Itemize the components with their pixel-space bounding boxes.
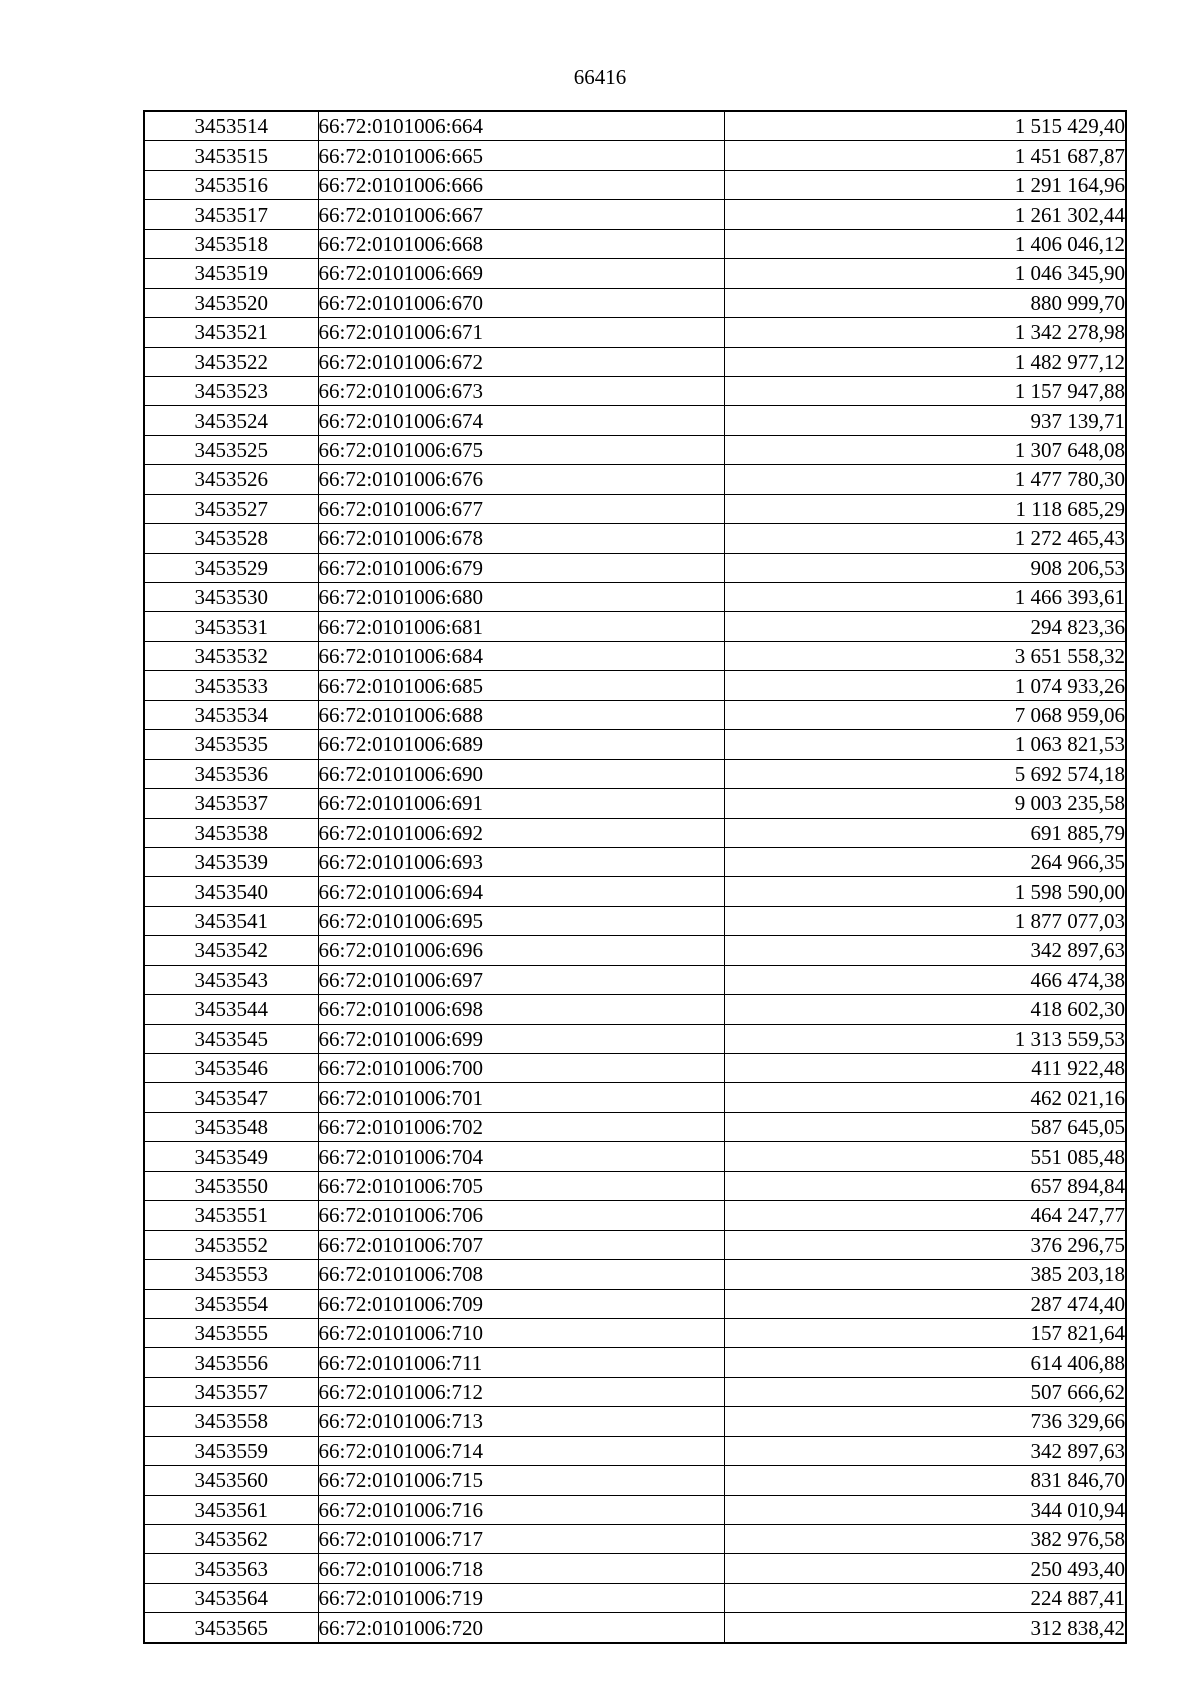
table-row: [144, 1407, 1126, 1436]
page-number: 66416: [573, 65, 627, 89]
cadastral-value-cell: 287 474,40: [724, 1289, 1126, 1318]
cadastral-value-cell: 1 313 559,53: [724, 1024, 1126, 1053]
row-id-cell: 3453515: [144, 141, 318, 170]
cadastral-value-cell: 385 203,18: [724, 1260, 1126, 1289]
row-id-cell: 3453542: [144, 936, 318, 965]
row-id-cell: 3453549: [144, 1142, 318, 1171]
cadastral-value-cell: 551 085,48: [724, 1142, 1126, 1171]
cadastral-number-cell: 66:72:0101006:697: [318, 965, 724, 994]
row-id-cell: 3453560: [144, 1466, 318, 1495]
table-row: [144, 1436, 1126, 1465]
cadastral-value-cell: 507 666,62: [724, 1377, 1126, 1406]
row-id-cell: 3453540: [144, 877, 318, 906]
cadastral-number-cell: 66:72:0101006:679: [318, 553, 724, 582]
table-row: [144, 877, 1126, 906]
row-id-cell: 3453548: [144, 1112, 318, 1141]
cadastral-value-cell: 294 823,36: [724, 612, 1126, 641]
table-row: [144, 583, 1126, 612]
cadastral-number-cell: 66:72:0101006:713: [318, 1407, 724, 1436]
cadastral-number-cell: 66:72:0101006:664: [318, 111, 724, 141]
cadastral-value-cell: 464 247,77: [724, 1201, 1126, 1230]
cadastral-number-cell: 66:72:0101006:669: [318, 259, 724, 288]
row-id-cell: 3453514: [144, 111, 318, 141]
table-row: [144, 936, 1126, 965]
cadastral-value-cell: 466 474,38: [724, 965, 1126, 994]
row-id-cell: 3453552: [144, 1230, 318, 1259]
cadastral-number-cell: 66:72:0101006:673: [318, 376, 724, 405]
table-row: [144, 1230, 1126, 1259]
cadastral-value-cell: 5 692 574,18: [724, 759, 1126, 788]
row-id-cell: 3453559: [144, 1436, 318, 1465]
row-id-cell: 3453518: [144, 229, 318, 258]
table-row: [144, 318, 1126, 347]
table-row: [144, 1171, 1126, 1200]
cadastral-value-cell: 7 068 959,06: [724, 700, 1126, 729]
cadastral-number-cell: 66:72:0101006:708: [318, 1260, 724, 1289]
row-id-cell: 3453544: [144, 995, 318, 1024]
table-row: [144, 906, 1126, 935]
cadastral-number-cell: 66:72:0101006:711: [318, 1348, 724, 1377]
cadastral-value-cell: 157 821,64: [724, 1318, 1126, 1347]
cadastral-value-cell: 908 206,53: [724, 553, 1126, 582]
cadastral-number-cell: 66:72:0101006:715: [318, 1466, 724, 1495]
table-row: [144, 1201, 1126, 1230]
row-id-cell: 3453557: [144, 1377, 318, 1406]
cadastral-value-cell: 1 272 465,43: [724, 524, 1126, 553]
cadastral-value-cell: 376 296,75: [724, 1230, 1126, 1259]
row-id-cell: 3453545: [144, 1024, 318, 1053]
cadastral-number-cell: 66:72:0101006:700: [318, 1054, 724, 1083]
row-id-cell: 3453517: [144, 200, 318, 229]
row-id-cell: 3453558: [144, 1407, 318, 1436]
row-id-cell: 3453561: [144, 1495, 318, 1524]
cadastral-value-cell: 1 261 302,44: [724, 200, 1126, 229]
table-row: [144, 1377, 1126, 1406]
cadastral-number-cell: 66:72:0101006:712: [318, 1377, 724, 1406]
cadastral-number-cell: 66:72:0101006:717: [318, 1525, 724, 1554]
cadastral-number-cell: 66:72:0101006:718: [318, 1554, 724, 1583]
row-id-cell: 3453565: [144, 1613, 318, 1643]
row-id-cell: 3453521: [144, 318, 318, 347]
table-row: [144, 200, 1126, 229]
table-row: [144, 347, 1126, 376]
row-id-cell: 3453550: [144, 1171, 318, 1200]
table-row: [144, 1525, 1126, 1554]
row-id-cell: 3453516: [144, 170, 318, 199]
cadastral-value-cell: 657 894,84: [724, 1171, 1126, 1200]
table-row: [144, 1142, 1126, 1171]
table-row: [144, 671, 1126, 700]
cadastral-value-cell: 312 838,42: [724, 1613, 1126, 1643]
cadastral-value-cell: 1 477 780,30: [724, 465, 1126, 494]
cadastral-value-cell: 411 922,48: [724, 1054, 1126, 1083]
table-row: [144, 1348, 1126, 1377]
cadastral-number-cell: 66:72:0101006:707: [318, 1230, 724, 1259]
cadastral-number-cell: 66:72:0101006:676: [318, 465, 724, 494]
row-id-cell: 3453537: [144, 789, 318, 818]
cadastral-number-cell: 66:72:0101006:690: [318, 759, 724, 788]
cadastral-number-cell: 66:72:0101006:680: [318, 583, 724, 612]
cadastral-number-cell: 66:72:0101006:698: [318, 995, 724, 1024]
row-id-cell: 3453562: [144, 1525, 318, 1554]
cadastral-value-cell: 1 342 278,98: [724, 318, 1126, 347]
cadastral-number-cell: 66:72:0101006:704: [318, 1142, 724, 1171]
table-row: [144, 1554, 1126, 1583]
cadastral-number-cell: 66:72:0101006:675: [318, 435, 724, 464]
table-row: [144, 111, 1126, 141]
table-row: [144, 553, 1126, 582]
cadastral-number-cell: 66:72:0101006:681: [318, 612, 724, 641]
cadastral-number-cell: 66:72:0101006:688: [318, 700, 724, 729]
table-row: [144, 1289, 1126, 1318]
row-id-cell: 3453534: [144, 700, 318, 729]
row-id-cell: 3453525: [144, 435, 318, 464]
cadastral-number-cell: 66:72:0101006:719: [318, 1583, 724, 1612]
table-row: [144, 406, 1126, 435]
cadastral-value-cell: 3 651 558,32: [724, 641, 1126, 670]
cadastral-number-cell: 66:72:0101006:702: [318, 1112, 724, 1141]
cadastral-number-cell: 66:72:0101006:674: [318, 406, 724, 435]
row-id-cell: 3453533: [144, 671, 318, 700]
cadastral-value-cell: 736 329,66: [724, 1407, 1126, 1436]
cadastral-value-cell: 1 291 164,96: [724, 170, 1126, 199]
cadastral-value-cell: 1 157 947,88: [724, 376, 1126, 405]
cadastral-number-cell: 66:72:0101006:670: [318, 288, 724, 317]
row-id-cell: 3453531: [144, 612, 318, 641]
cadastral-value-cell: 418 602,30: [724, 995, 1126, 1024]
cadastral-value-cell: 1 074 933,26: [724, 671, 1126, 700]
cadastral-value-cell: 9 003 235,58: [724, 789, 1126, 818]
row-id-cell: 3453522: [144, 347, 318, 376]
table-row: [144, 1054, 1126, 1083]
row-id-cell: 3453541: [144, 906, 318, 935]
table-row: [144, 641, 1126, 670]
table-row: [144, 435, 1126, 464]
table-row: [144, 612, 1126, 641]
table-row: [144, 524, 1126, 553]
row-id-cell: 3453538: [144, 818, 318, 847]
cadastral-value-cell: 342 897,63: [724, 936, 1126, 965]
cadastral-number-cell: 66:72:0101006:710: [318, 1318, 724, 1347]
cadastral-value-cell: 1 307 648,08: [724, 435, 1126, 464]
row-id-cell: 3453551: [144, 1201, 318, 1230]
row-id-cell: 3453530: [144, 583, 318, 612]
cadastral-value-cell: 1 598 590,00: [724, 877, 1126, 906]
row-id-cell: 3453532: [144, 641, 318, 670]
table-row: [144, 376, 1126, 405]
cadastral-number-cell: 66:72:0101006:706: [318, 1201, 724, 1230]
cadastral-value-cell: 1 046 345,90: [724, 259, 1126, 288]
row-id-cell: 3453546: [144, 1054, 318, 1083]
table-row: [144, 1495, 1126, 1524]
table-row: [144, 1260, 1126, 1289]
table-row: [144, 229, 1126, 258]
cadastral-number-cell: 66:72:0101006:668: [318, 229, 724, 258]
cadastral-number-cell: 66:72:0101006:671: [318, 318, 724, 347]
table-row: [144, 1583, 1126, 1612]
row-id-cell: 3453524: [144, 406, 318, 435]
cadastral-value-cell: 462 021,16: [724, 1083, 1126, 1112]
cadastral-number-cell: 66:72:0101006:699: [318, 1024, 724, 1053]
cadastral-number-cell: 66:72:0101006:692: [318, 818, 724, 847]
table-row: [144, 1112, 1126, 1141]
cadastral-value-table: [143, 110, 1127, 1644]
cadastral-value-cell: 224 887,41: [724, 1583, 1126, 1612]
cadastral-value-cell: 587 645,05: [724, 1112, 1126, 1141]
cadastral-value-cell: 264 966,35: [724, 847, 1126, 876]
row-id-cell: 3453553: [144, 1260, 318, 1289]
table-row: [144, 1083, 1126, 1112]
cadastral-value-cell: 1 406 046,12: [724, 229, 1126, 258]
row-id-cell: 3453535: [144, 730, 318, 759]
cadastral-number-cell: 66:72:0101006:665: [318, 141, 724, 170]
cadastral-number-cell: 66:72:0101006:691: [318, 789, 724, 818]
cadastral-number-cell: 66:72:0101006:677: [318, 494, 724, 523]
row-id-cell: 3453543: [144, 965, 318, 994]
row-id-cell: 3453556: [144, 1348, 318, 1377]
cadastral-number-cell: 66:72:0101006:694: [318, 877, 724, 906]
cadastral-value-cell: 1 118 685,29: [724, 494, 1126, 523]
row-id-cell: 3453529: [144, 553, 318, 582]
row-id-cell: 3453526: [144, 465, 318, 494]
row-id-cell: 3453520: [144, 288, 318, 317]
table-row: [144, 170, 1126, 199]
row-id-cell: 3453554: [144, 1289, 318, 1318]
cadastral-number-cell: 66:72:0101006:672: [318, 347, 724, 376]
row-id-cell: 3453528: [144, 524, 318, 553]
table-row: [144, 1318, 1126, 1347]
row-id-cell: 3453563: [144, 1554, 318, 1583]
table-row: [144, 759, 1126, 788]
cadastral-number-cell: 66:72:0101006:666: [318, 170, 724, 199]
table-row: [144, 847, 1126, 876]
table-row: [144, 995, 1126, 1024]
cadastral-number-cell: 66:72:0101006:705: [318, 1171, 724, 1200]
table-row: [144, 494, 1126, 523]
cadastral-value-cell: 1 515 429,40: [724, 111, 1126, 141]
cadastral-number-cell: 66:72:0101006:695: [318, 906, 724, 935]
table-row: [144, 465, 1126, 494]
table-row: [144, 730, 1126, 759]
table-row: [144, 789, 1126, 818]
cadastral-value-cell: 831 846,70: [724, 1466, 1126, 1495]
cadastral-value-cell: 1 482 977,12: [724, 347, 1126, 376]
cadastral-number-cell: 66:72:0101006:689: [318, 730, 724, 759]
cadastral-number-cell: 66:72:0101006:684: [318, 641, 724, 670]
cadastral-value-cell: 880 999,70: [724, 288, 1126, 317]
table-row: [144, 288, 1126, 317]
table-row: [144, 1024, 1126, 1053]
cadastral-number-cell: 66:72:0101006:716: [318, 1495, 724, 1524]
cadastral-value-cell: 250 493,40: [724, 1554, 1126, 1583]
cadastral-value-cell: 1 451 687,87: [724, 141, 1126, 170]
cadastral-number-cell: 66:72:0101006:720: [318, 1613, 724, 1643]
row-id-cell: 3453555: [144, 1318, 318, 1347]
cadastral-number-cell: 66:72:0101006:678: [318, 524, 724, 553]
row-id-cell: 3453523: [144, 376, 318, 405]
cadastral-value-cell: 342 897,63: [724, 1436, 1126, 1465]
cadastral-value-cell: 1 466 393,61: [724, 583, 1126, 612]
table-body: [144, 111, 1126, 1643]
table-row: [144, 700, 1126, 729]
table-row: [144, 818, 1126, 847]
cadastral-value-cell: 1 877 077,03: [724, 906, 1126, 935]
row-id-cell: 3453527: [144, 494, 318, 523]
row-id-cell: 3453536: [144, 759, 318, 788]
cadastral-number-cell: 66:72:0101006:693: [318, 847, 724, 876]
cadastral-value-cell: 937 139,71: [724, 406, 1126, 435]
cadastral-number-cell: 66:72:0101006:696: [318, 936, 724, 965]
cadastral-value-cell: 614 406,88: [724, 1348, 1126, 1377]
table-row: [144, 965, 1126, 994]
cadastral-value-cell: 344 010,94: [724, 1495, 1126, 1524]
cadastral-number-cell: 66:72:0101006:714: [318, 1436, 724, 1465]
row-id-cell: 3453539: [144, 847, 318, 876]
table-row: [144, 141, 1126, 170]
row-id-cell: 3453519: [144, 259, 318, 288]
cadastral-number-cell: 66:72:0101006:709: [318, 1289, 724, 1318]
row-id-cell: 3453564: [144, 1583, 318, 1612]
cadastral-number-cell: 66:72:0101006:701: [318, 1083, 724, 1112]
cadastral-value-cell: 382 976,58: [724, 1525, 1126, 1554]
table-row: [144, 259, 1126, 288]
table-row: [144, 1613, 1126, 1643]
cadastral-number-cell: 66:72:0101006:685: [318, 671, 724, 700]
cadastral-value-cell: 691 885,79: [724, 818, 1126, 847]
cadastral-value-cell: 1 063 821,53: [724, 730, 1126, 759]
row-id-cell: 3453547: [144, 1083, 318, 1112]
table-row: [144, 1466, 1126, 1495]
cadastral-number-cell: 66:72:0101006:667: [318, 200, 724, 229]
